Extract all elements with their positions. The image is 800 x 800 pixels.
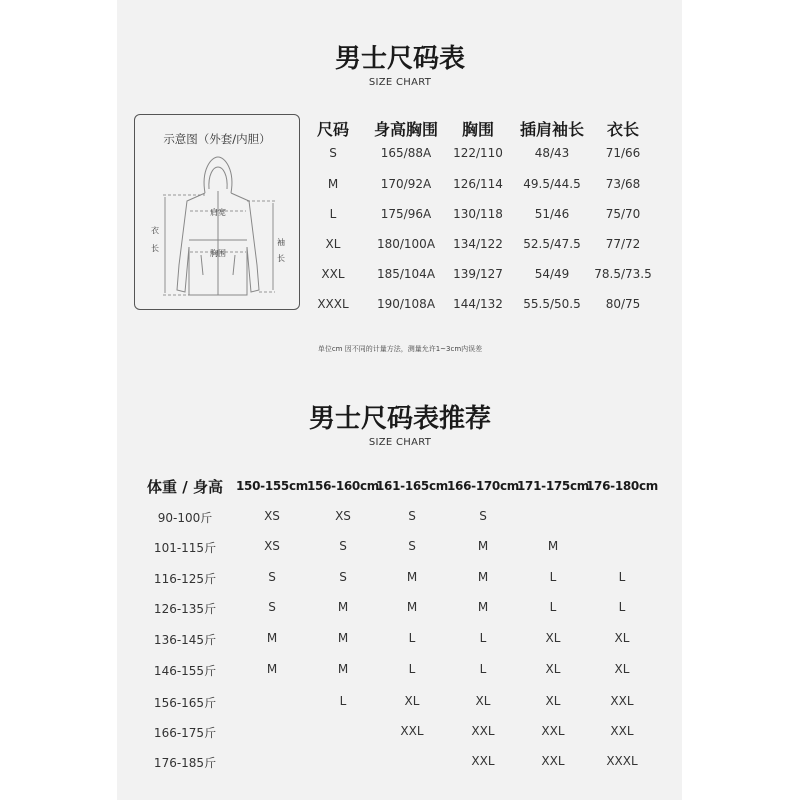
table-cell: 51/46 [534,207,570,221]
table-cell: 71/66 [605,146,641,160]
weight-height-header: 体重 / 身高 [147,478,223,496]
table-cell: XXL [471,724,495,738]
weight-label: 156-165斤 [153,696,217,710]
table-cell: M [406,570,418,584]
height-header: 156-160cm [307,479,379,493]
height-header: 171-175cm [517,479,589,493]
size-header: 尺码 [316,120,350,139]
table-cell: 78.5/73.5 [594,267,652,281]
height-header: 166-170cm [447,479,519,493]
table-cell: M [337,662,349,676]
diagram-label: 示意图（外套/内胆） [163,132,271,146]
weight-label: 126-135斤 [153,602,217,616]
table-cell: L [618,570,626,584]
table-cell: 134/122 [453,237,503,251]
weight-label: 90-100斤 [157,511,213,525]
chest-label: 胸围 [210,249,226,258]
height-chest-header: 身高胸围 [373,120,439,139]
height-header: 176-180cm [586,479,658,493]
table-cell: XL [475,694,491,708]
weight-label: 166-175斤 [153,726,217,740]
table-cell: 80/75 [605,297,641,311]
table-cell: L [408,662,416,676]
table-cell: XXL [471,754,495,768]
table-cell: L [479,662,487,676]
table-cell: XXL [400,724,424,738]
table-cell: 48/43 [534,146,570,160]
jacket-diagram [134,114,300,310]
table-cell: S [479,509,487,523]
table-cell: 190/108A [376,297,436,311]
table-cell: M [337,631,349,645]
table-cell: XXL [541,754,565,768]
length-label-2: 长 [151,244,159,253]
table-cell: L [329,207,337,221]
table-cell: L [618,600,626,614]
table-cell: L [479,631,487,645]
table-cell: M [266,662,278,676]
table-cell: XL [614,662,630,676]
table-cell: 77/72 [605,237,641,251]
table-cell: XL [545,662,561,676]
table-cell: XS [264,539,280,553]
table-cell: S [329,146,337,160]
table-cell: S [268,570,276,584]
size-chart-title: 男士尺码表 [334,44,465,74]
table-cell: 165/88A [380,146,432,160]
recommend-subtitle: SIZE CHART [368,437,432,448]
table-cell: M [477,570,489,584]
table-cell: XXL [610,724,634,738]
table-cell: 122/110 [453,146,503,160]
sleeve-label-1: 袖 [277,238,285,247]
table-cell: XL [614,631,630,645]
table-cell: S [268,600,276,614]
weight-label: 116-125斤 [153,572,217,586]
length-header: 衣长 [606,120,640,139]
table-cell: XXL [321,267,345,281]
table-cell: 170/92A [380,177,432,191]
table-cell: M [477,539,489,553]
weight-label: 146-155斤 [153,664,217,678]
height-header: 150-155cm [236,479,308,493]
weight-label: 101-115斤 [153,541,217,555]
table-cell: XS [264,509,280,523]
table-cell: 54/49 [534,267,570,281]
size-chart-subtitle: SIZE CHART [368,77,432,88]
table-cell: L [408,631,416,645]
table-cell: S [408,509,416,523]
table-cell: XXXL [606,754,638,768]
table-cell: 49.5/44.5 [523,177,581,191]
shoulder-label: 肩宽 [210,208,226,217]
table-cell: 52.5/47.5 [523,237,581,251]
table-cell: S [408,539,416,553]
table-cell: XL [545,631,561,645]
table-cell: L [339,694,347,708]
table-cell: 185/104A [376,267,436,281]
sleeve-label-2: 长 [277,254,285,263]
table-cell: 139/127 [453,267,503,281]
table-cell: 144/132 [453,297,503,311]
table-cell: XL [404,694,420,708]
recommend-title: 男士尺码表推荐 [308,404,491,434]
table-cell: M [547,539,559,553]
weight-label: 176-185斤 [153,756,217,770]
table-cell: M [266,631,278,645]
table-cell: 73/68 [605,177,641,191]
measurement-note: 单位cm 因不同的计量方法，测量允许1~3cm内误差 [317,345,483,353]
table-cell: XXXL [317,297,349,311]
weight-label: 136-145斤 [153,633,217,647]
table-cell: L [549,600,557,614]
table-cell: XXL [610,694,634,708]
table-cell: 75/70 [605,207,641,221]
table-cell: 126/114 [453,177,503,191]
table-cell: XL [545,694,561,708]
table-cell: 180/100A [376,237,436,251]
table-cell: XXL [541,724,565,738]
table-cell: M [406,600,418,614]
table-cell: L [549,570,557,584]
table-cell: M [337,600,349,614]
table-cell: M [477,600,489,614]
table-cell: 55.5/50.5 [523,297,581,311]
table-cell: XS [335,509,351,523]
chest-header: 胸围 [461,120,495,139]
sleeve-length-header: 插肩袖长 [519,120,585,139]
height-header: 161-165cm [376,479,448,493]
table-cell: S [339,570,347,584]
table-cell: XL [325,237,341,251]
table-cell: 175/96A [380,207,432,221]
jacket-icon [135,115,301,311]
table-cell: M [327,177,339,191]
table-cell: S [339,539,347,553]
table-cell: 130/118 [453,207,503,221]
length-label-1: 衣 [151,226,159,235]
